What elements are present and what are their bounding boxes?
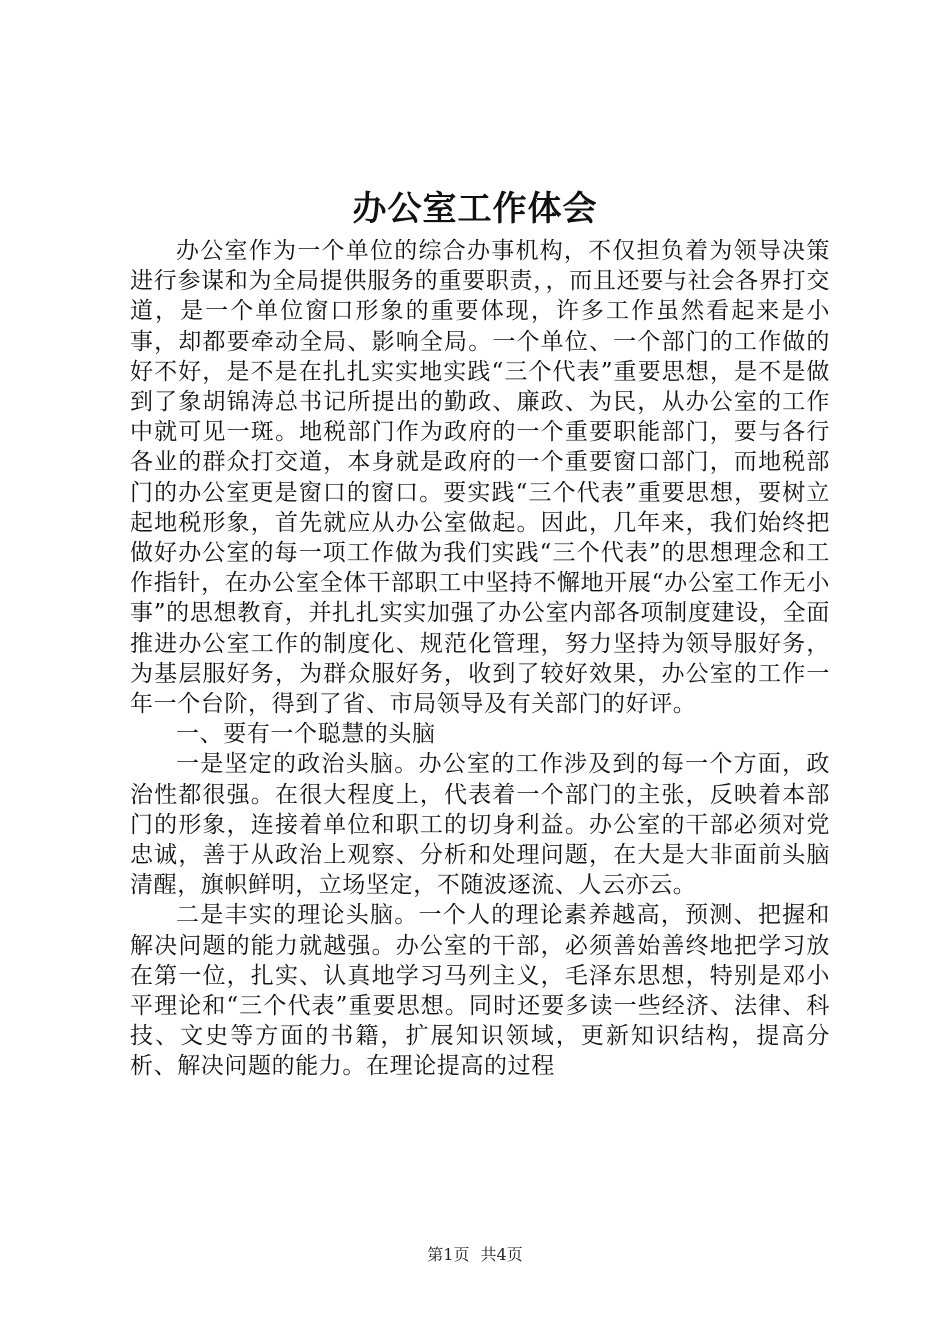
page-number: 第1页 xyxy=(427,1245,470,1264)
page-footer xyxy=(0,1244,950,1266)
document-body xyxy=(130,236,830,1082)
paragraph-political-mind: 一是坚定的政治头脑。办公室的工作涉及到的每一个方面，政治性都很强。在很大程度上，代表着一个部门的主张，反映着本部门的形象，连接着单位和职工的切身利益。办公室的干部必须对党忠诚，善于从政治上观察、分析和处理问题，在大是大非面前头脑清醒，旗帜鲜明，立场坚定，不随波逐流、人云亦云。 xyxy=(130,751,830,899)
page-total: 共4页 xyxy=(480,1245,523,1264)
section-heading-1: 一、要有一个聪慧的头脑 xyxy=(176,721,436,748)
paragraph-theory-mind: 二是丰实的理论头脑。一个人的理论素养越高，预测、把握和解决问题的能力就越强。办公室的干部，必须善始善终地把学习放在第一位，扎实、认真地学习马列主义，毛泽东思想，特别是邓小平理论和“三个代表”重要思想。同时还要多读一些经济、法律、科技、文史等方面的书籍，扩展知识领域，更新知识结构，提高分析、解决问题的能力。在理论提高的过程 xyxy=(130,902,830,1080)
paragraph-intro: 办公室作为一个单位的综合办事机构，不仅担负着为领导决策进行参谋和为全局提供服务的重要职责，，而且还要与社会各界打交道，是一个单位窗口形象的重要体现，许多工作虽然看起来是小事，却都要牵动全局、影响全局。一个单位、一个部门的工作做的好不好，是不是在扎扎实实地实践“三个代表”重要思想，是不是做到了象胡锦涛总书记所提出的勤政、廉政、为民，从办公室的工作中就可见一斑。地税部门作为政府的一个重要职能部门，要与各行各业的群众打交道，本身就是政府的一个重要窗口部门，而地税部门的办公室更是窗口的窗口。要实践“三个代表”重要思想，要树立起地税形象，首先就应从办公室做起。因此，几年来，我们始终把做好办公室的每一项工作做为我们实践“三个代表”的思想理念和工作指针，在办公室全体干部职工中坚持不懈地开展“办公室工作无小事”的思想教育，并扎扎实实加强了办公室内部各项制度建设，全面推进办公室工作的制度化、规范化管理，努力坚持为领导服好务，为基层服好务，为群众服好务，收到了较好效果，办公室的工作一年一个台阶，得到了省、市局领导及有关部门的好评。 xyxy=(130,238,830,718)
document-title: 办公室工作体会 xyxy=(352,189,598,229)
